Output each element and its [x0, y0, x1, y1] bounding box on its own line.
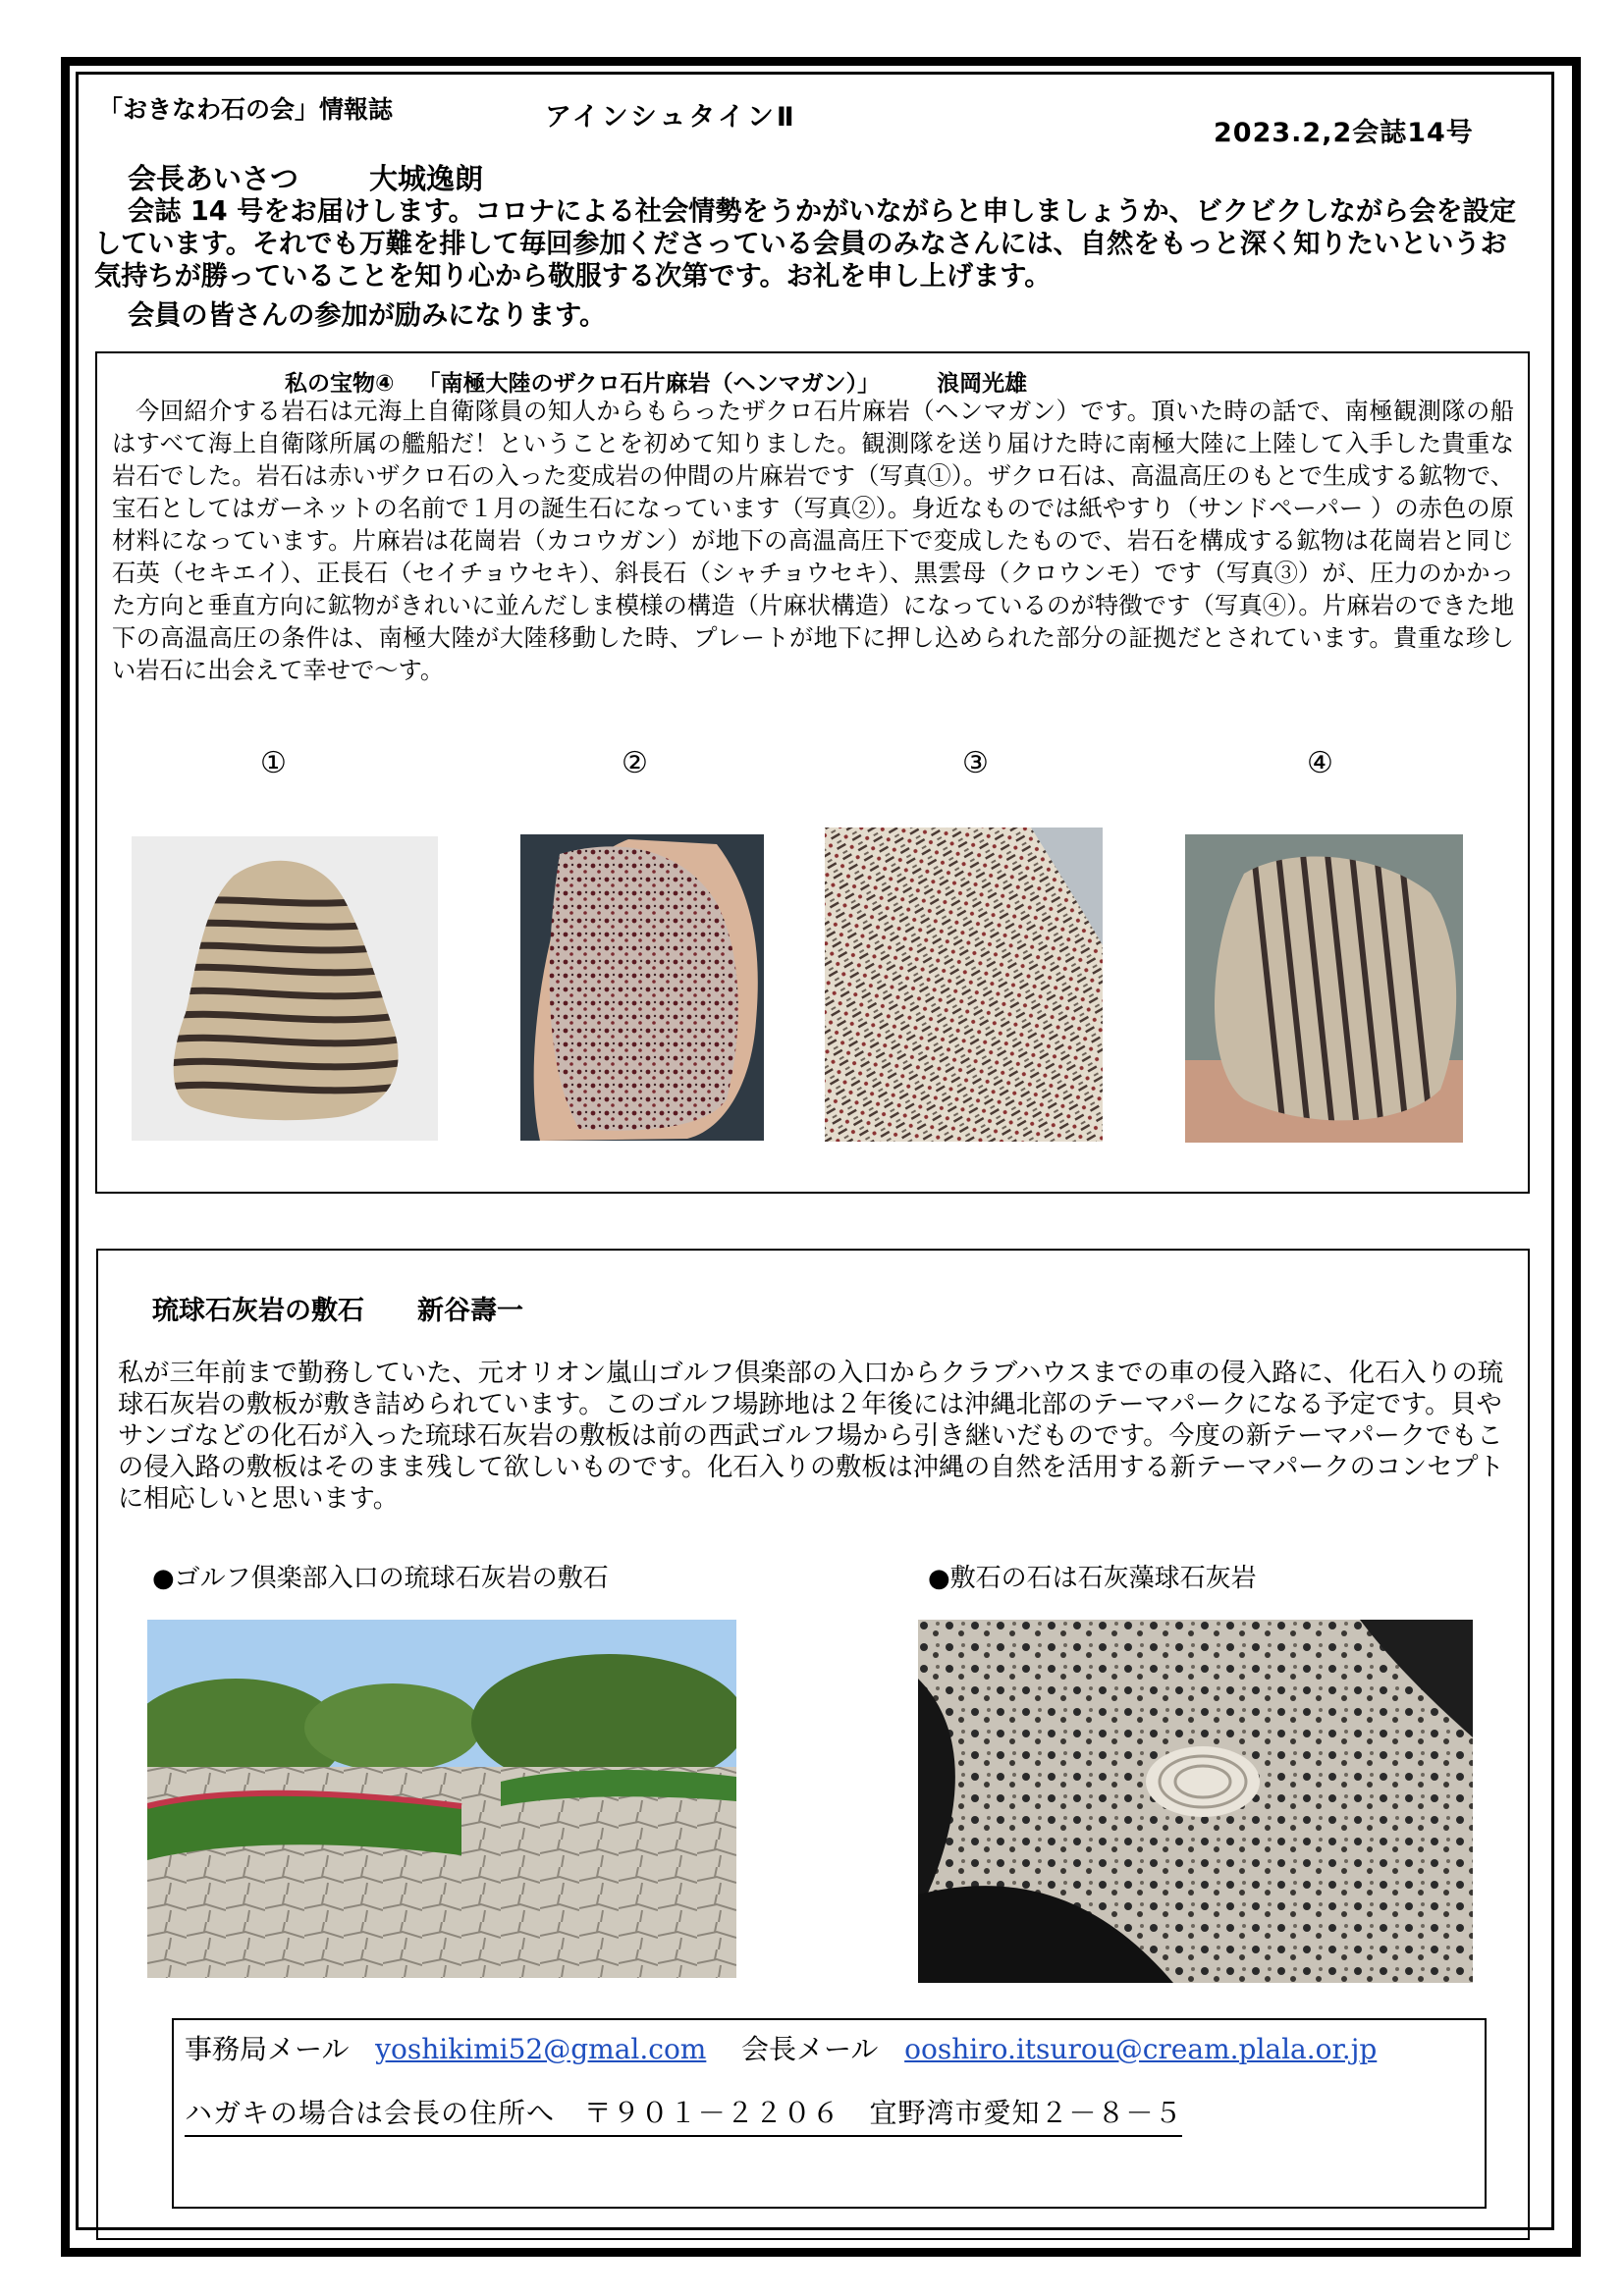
photo-gneiss-banded [132, 836, 438, 1141]
treasure-author: 浪岡光雄 [937, 371, 1028, 397]
photo-label-3: ③ [962, 746, 989, 780]
treasure-title: 「南極大陸のザクロ石片麻岩（ヘンマガン）」 [417, 371, 881, 397]
president-address: 宜野湾市愛知２－８－５ [869, 2097, 1183, 2129]
photo-gneiss-minerals [825, 828, 1103, 1142]
limestone-author: 新谷壽一 [417, 1296, 523, 1326]
photo-algal-limestone [918, 1620, 1473, 1983]
greeting-closing: 会員の皆さんの参加が励みになります。 [128, 300, 607, 331]
treasure-label: 私の宝物④ [285, 371, 395, 397]
president-email-link[interactable]: ooshiro.itsurou@cream.plala.or.jp [904, 2033, 1378, 2065]
contact-address-line [185, 2092, 1182, 2137]
greeting-body: 会誌 14 号をお届けします。コロナによる社会情勢をうかがいながらと申しましょうか、ビクビクしながら会を設定しています。それでも万難を排して毎回参加くださっている会員のみなさんには、自然をもっと深く知りたいというお気持ちが勝っていることを知り心から敬服する次第です。お礼を申し上げます。 [94, 196, 1516, 292]
photo-garnet-closeup [520, 834, 764, 1141]
greeting-heading-label: 会長あいさつ [128, 162, 299, 195]
postal-code: 〒９０１－２２０６ [583, 2097, 840, 2129]
limestone-title: 琉球石灰岩の敷石 [152, 1296, 364, 1326]
caption-algal-limestone: ●敷石の石は石灰藻球石灰岩 [928, 1564, 1257, 1593]
photo-label-1: ① [260, 746, 287, 780]
limestone-article-body: 私が三年前まで勤務していた、元オリオン嵐山ゴルフ倶楽部の入口からクラブハウスまでの車の侵入路に、化石入りの琉球石灰岩の敷板が敷き詰められています。このゴルフ場跡地は２年後には沖縄北部のテーマパークになる予定です。貝やサンゴなどの化石が入った琉球石灰岩の敷板は前の西武ゴルフ場から引き継いだものです。今度の新テーマパークでもこの侵入路の敷板はそのまま残して欲しいものです。化石入りの敷板は沖縄の自然を活用する新テーマパークのコンセプトに相応しいと思います。 [118, 1359, 1504, 1514]
newsletter-title: アインシュタインⅡ [545, 102, 797, 133]
photo-golf-entrance-paving [147, 1620, 736, 1978]
limestone-article-heading [152, 1289, 523, 1327]
postcard-label: ハガキの場合は会長の住所へ [185, 2097, 556, 2129]
issue-number: 2023.2,2会誌14号 [1214, 118, 1474, 148]
treasure-article-body: 今回紹介する岩石は元海上自衛隊員の知人からもらったザクロ石片麻岩（ヘンマガン）です。頂いた時の話で、南極観測隊の船はすべて海上自衛隊所属の艦船だ！ということを初めて知りました。観測隊を送り届けた時に南極大陸に上陸して入手した貴重な岩石でした。岩石は赤いザクロ石の入った変成岩の仲間の片麻岩です（写真①）。ザクロ石は、高温高圧のもとで生成する鉱物で、宝石としてはガーネットの名前で１月の誕生石になっています（写真②）。身近なものでは紙やすり（サンドペーパー ）の赤色の原材料になっています。片麻岩は花崗岩（カコウガン）が地下の高温高圧下で変成したもので、岩石を構成する鉱物は花崗岩と同じ石英（セキエイ）、正長石（セイチョウセキ）、斜長石（シャチョウセキ）、黒雲母（クロウンモ）です（写真③）が、圧力のかかった方向と垂直方向に鉱物がきれいに並んだしま模様の構造（片麻状構造）になっているのが特徴です（写真④）。片麻岩のできた地下の高温高圧の条件は、南極大陸が大陸移動した時、プレートが地下に押し込められた部分の証拠だとされています。貴重な珍しい岩石に出会えて幸せで～す。 [112, 397, 1515, 684]
contact-email-line [185, 2028, 1377, 2067]
photo-label-4: ④ [1307, 746, 1333, 780]
treasure-article-heading [285, 365, 1027, 398]
photo-label-2: ② [622, 746, 648, 780]
photo-gneiss-hand [1185, 834, 1463, 1143]
newsletter-name: 「おきなわ石の会」情報誌 [98, 95, 394, 124]
greeting-author: 大城逸朗 [369, 162, 484, 195]
office-email-label: 事務局メール [185, 2033, 350, 2065]
office-email-link[interactable]: yoshikimi52@gmal.com [375, 2033, 707, 2065]
greeting-heading [128, 157, 483, 197]
caption-golf-entrance: ●ゴルフ倶楽部入口の琉球石灰岩の敷石 [152, 1564, 609, 1593]
president-email-label: 会長メール [740, 2033, 879, 2065]
